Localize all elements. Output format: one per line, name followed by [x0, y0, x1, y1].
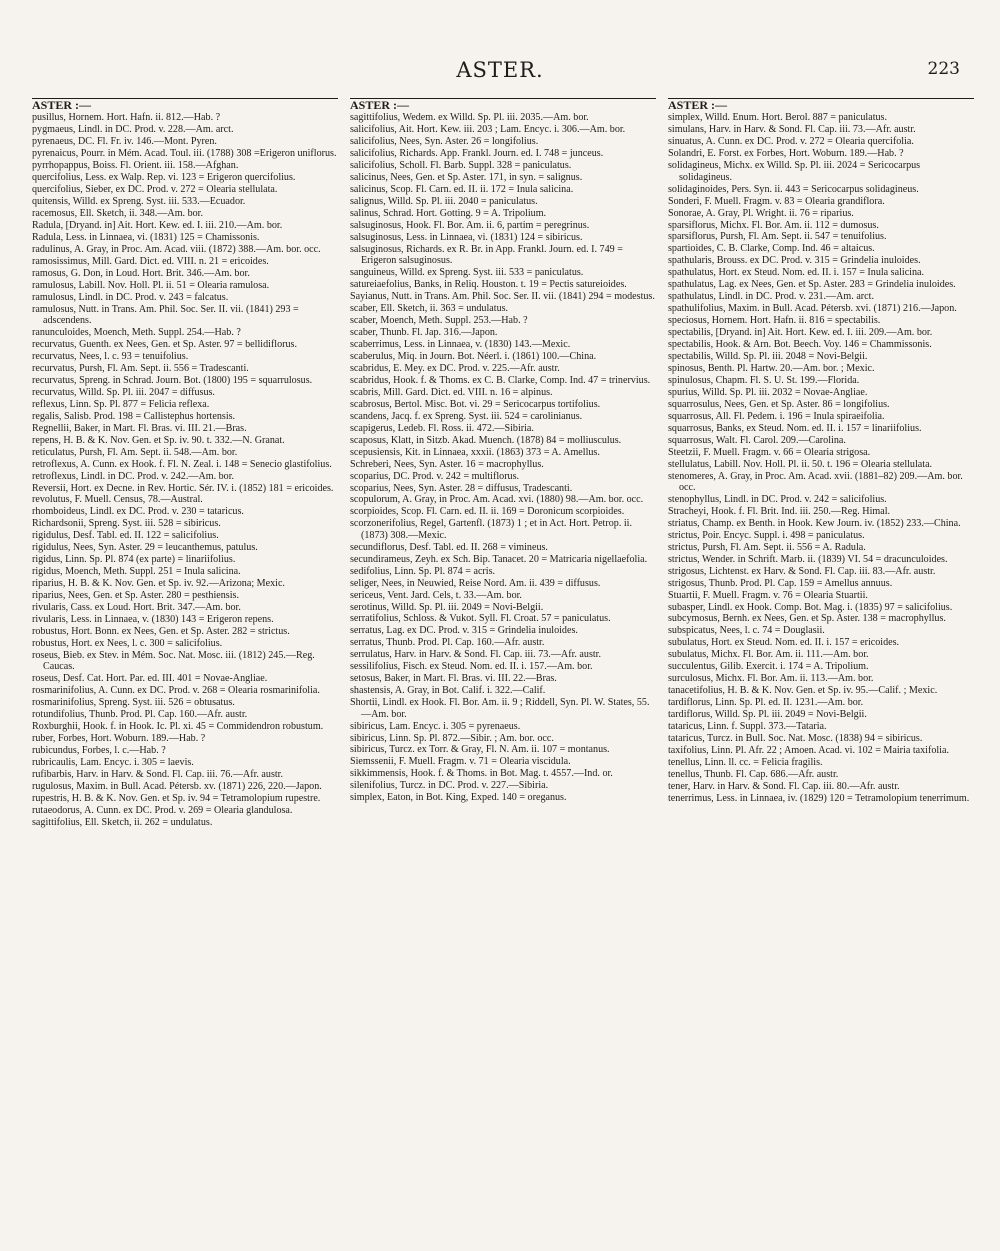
index-entry: stenophyllus, Lindl. in DC. Prod. v. 242 = salicifolius.: [668, 493, 887, 505]
index-entry: Reversii, Hort. ex Decne. in Rev. Hortic. Sér. IV. i. (1852) 181 = ericoides.: [32, 482, 334, 494]
index-entry: silenifolius, Turcz. in DC. Prod. v. 227.—Sibiria.: [350, 780, 549, 792]
index-entry: rigidulus, Desf. Tabl. ed. II. 122 = salicifolius.: [32, 530, 219, 542]
index-entry: spathulatus, Lindl. in DC. Prod. v. 231.—Am. arct.: [668, 291, 874, 303]
index-entry: retroflexus, Lindl. in DC. Prod. v. 242.—Am. bor.: [32, 470, 235, 482]
index-entry: rosmarinifolius, Spreng. Syst. iii. 526 = obtusatus.: [32, 697, 235, 709]
index-entry: scaber, Moench, Meth. Suppl. 253.—Hab. ?: [350, 315, 528, 327]
index-entry: spectabilis, [Dryand. in] Ait. Hort. Kew. ed. I. iii. 209.—Am. bor.: [668, 327, 933, 339]
index-entry: sikkimmensis, Hook. f. & Thoms. in Bot. Mag. t. 4557.—Ind. or.: [350, 768, 613, 780]
index-entry: Schreberi, Nees, Syn. Aster. 16 = macrophyllus.: [350, 458, 544, 470]
index-entry: solidagineus, Michx. ex Willd. Sp. Pl. iii. 2024 = Sericocarpus solidagineus.: [668, 160, 921, 183]
index-entry: robustus, Hort. ex Nees, l. c. 300 = salicifolius.: [32, 637, 223, 649]
index-entry: scaber, Thunb. Fl. Jap. 316.—Japon.: [350, 327, 498, 339]
index-entry: subulatus, Michx. Fl. Bor. Am. ii. 111.—Am. bor.: [668, 649, 869, 661]
index-entry: secundiflorus, Desf. Tabl. ed. II. 268 = vimineus.: [350, 541, 548, 553]
index-entry: pyrenaicus, Pourr. in Mém. Acad. Toul. iii. (1788) 308 =Erigeron uniflorus.: [32, 148, 337, 160]
index-entry: pygmaeus, Lindl. in DC. Prod. v. 228.—Am. arct.: [32, 124, 234, 136]
index-entry: ramulosus, Lindl. in DC. Prod. v. 243 = falcatus.: [32, 291, 229, 303]
index-entry: rufibarbis, Harv. in Harv. & Sond. Fl. Cap. iii. 76.—Afr. austr.: [32, 768, 284, 780]
index-entry: setosus, Baker, in Mart. Fl. Bras. vi. III. 22.—Bras.: [350, 673, 557, 685]
index-entry: quitensis, Willd. ex Spreng. Syst. iii. 533.—Ecuador.: [32, 196, 246, 208]
index-entry: seliger, Nees, in Neuwied, Reise Nord. Am. ii. 439 = diffusus.: [350, 577, 601, 589]
index-entry: ramulosus, Labill. Nov. Holl. Pl. ii. 51 = Olearia ramulosa.: [32, 279, 270, 291]
index-entry: scorzonerifolius, Regel, Gartenfl. (1873) 1 ; et in Act. Hort. Petrop. ii. (1873) 308.—Mexic.: [350, 518, 632, 541]
index-entry: strictus, Poir. Encyc. Suppl. i. 498 = paniculatus.: [668, 529, 865, 541]
index-entry: recurvatus, Pursh, Fl. Am. Sept. ii. 556 = Tradescanti.: [32, 362, 249, 374]
index-entry: recurvatus, Spreng. in Schrad. Journ. Bot. (1800) 195 = squarrulosus.: [32, 374, 313, 386]
index-entry: reflexus, Linn. Sp. Pl. 877 = Felicia reflexa.: [32, 398, 210, 410]
index-entry: tardiflorus, Willd. Sp. Pl. iii. 2049 = Novi-Belgii.: [668, 709, 867, 721]
index-entry: scorpioides, Scop. Fl. Carn. ed. II. ii. 169 = Doronicum scorpioides.: [350, 506, 625, 518]
index-entry: tardiflorus, Linn. Sp. Pl. ed. II. 1231.—Am. bor.: [668, 697, 864, 709]
index-entry: rubicundus, Forbes, l. c.—Hab. ?: [32, 744, 166, 756]
index-entry: salicifolius, Richards. App. Frankl. Journ. ed. I. 748 = junceus.: [350, 148, 604, 160]
index-entry: strictus, Wender. in Schrift. Marb. ii. (1839) VI. 54 = dracunculoides.: [668, 553, 948, 565]
index-entry: scabris, Mill. Gard. Dict. ed. VIII. n. 16 = alpinus.: [350, 386, 553, 398]
index-entry: spathularis, Brouss. ex DC. Prod. v. 315 = Grindelia inuloides.: [668, 255, 921, 267]
index-entry: Richardsonii, Spreng. Syst. iii. 528 = sibiricus.: [32, 518, 221, 530]
index-entry: salignus, Willd. Sp. Pl. iii. 2040 = paniculatus.: [350, 196, 538, 208]
index-entry: spinulosus, Chapm. Fl. S. U. St. 199.—Florida.: [668, 374, 860, 386]
index-entry: salicifolius, Ait. Hort. Kew. iii. 203 ; Lam. Encyc. i. 306.—Am. bor.: [350, 124, 626, 136]
index-entry: riparius, Nees, Gen. et Sp. Aster. 280 = pesthiensis.: [32, 590, 239, 602]
index-entry: rubricaulis, Lam. Encyc. i. 305 = laevis.: [32, 756, 194, 768]
index-entry: serratifolius, Schloss. & Vukot. Syll. Fl. Croat. 57 = paniculatus.: [350, 613, 611, 625]
index-entry: ranunculoides, Moench, Meth. Suppl. 254.—Hab. ?: [32, 327, 241, 339]
index-entry: ruber, Forbes, Hort. Woburn. 189.—Hab. ?: [32, 733, 206, 745]
index-entry: Solandri, E. Forst. ex Forbes, Hort. Woburn. 189.—Hab. ?: [668, 148, 904, 160]
index-entry: Sonorae, A. Gray, Pl. Wright. ii. 76 = riparius.: [668, 207, 854, 219]
running-title: ASTER.: [456, 58, 544, 82]
index-entry: sparsiflorus, Pursh, Fl. Am. Sept. ii. 547 = tenuifolius.: [668, 231, 887, 243]
index-entry: simplex, Willd. Enum. Hort. Berol. 887 = paniculatus.: [668, 112, 888, 124]
index-entry: salsuginosus, Richards. ex R. Br. in App. Frankl. Journ. ed. I. 749 = Erigeron salsuginosus.: [350, 243, 623, 267]
index-entry: regalis, Salisb. Prod. 198 = Callistephus hortensis.: [32, 410, 236, 422]
index-entry: spathulatus, Lag. ex Nees, Gen. et Sp. Aster. 283 = Grindelia inuloides.: [668, 279, 956, 291]
index-entry: tenellus, Linn. ll. cc. = Felicia fragilis.: [668, 756, 823, 768]
index-entry: ramosissimus, Mill. Gard. Dict. ed. VIII. n. 21 = ericoides.: [32, 255, 269, 267]
index-entry: scaberulus, Miq. in Journ. Bot. Néerl. i. (1861) 100.—China.: [350, 351, 597, 363]
index-entry: simulans, Harv. in Harv. & Sond. Fl. Cap. iii. 73.—Afr. austr.: [668, 124, 916, 136]
index-entry: Roxburghii, Hook. f. in Hook. Ic. Pl. xi. 45 = Commidendron robustum.: [32, 721, 324, 733]
index-entry: squarrosus, All. Fl. Pedem. i. 196 = Inula spiraeifolia.: [668, 410, 885, 422]
index-entry: stellulatus, Labill. Nov. Holl. Pl. ii. 50. t. 196 = Olearia stellulata.: [668, 458, 933, 470]
index-entry: salsuginosus, Hook. Fl. Bor. Am. ii. 6, partim = peregrinus.: [350, 220, 590, 232]
index-entry: Sonderi, F. Muell. Fragm. v. 83 = Olearia grandiflora.: [668, 195, 885, 207]
index-entry: shastensis, A. Gray, in Bot. Calif. i. 322.—Calif.: [350, 685, 546, 697]
index-entry: radulinus, A. Gray, in Proc. Am. Acad. viii. (1872) 388.—Am. bor. occ.: [32, 243, 321, 255]
index-entry: Stracheyi, Hook. f. Fl. Brit. Ind. iii. 250.—Reg. Himal.: [668, 505, 891, 517]
index-entry: reticulatus, Pursh, Fl. Am. Sept. ii. 548.—Am. bor.: [32, 446, 238, 458]
index-entry: Shortii, Lindl. ex Hook. Fl. Bor. Am. ii. 9 ; Riddell, Syn. Pl. W. States, 55.—Am. bor.: [350, 697, 650, 720]
column-heading: ASTER :—: [32, 98, 338, 111]
column-3: [668, 98, 974, 1238]
index-entry: spathulatus, Hort. ex Steud. Nom. ed. II. i. 157 = Inula salicina.: [668, 267, 925, 279]
index-entry: roseus, Desf. Cat. Hort. Par. ed. III. 401 = Novae-Angliae.: [32, 673, 268, 685]
index-entry: subulatus, Hort. ex Steud. Nom. ed. II. i. 157 = ericoides.: [668, 637, 900, 649]
index-entry: repens, H. B. & K. Nov. Gen. et Sp. iv. 90. t. 332.—N. Granat.: [32, 434, 285, 446]
index-entry: salsuginosus, Less. in Linnaea, vi. (1831) 124 = sibiricus.: [350, 231, 583, 243]
index-entry: tataricus, Turcz. in Bull. Soc. Nat. Mosc. (1838) 94 = sibiricus.: [668, 733, 923, 745]
column-2: [350, 98, 656, 1238]
index-entry: Stuartii, F. Muell. Fragm. v. 76 = Olearia Stuartii.: [668, 589, 868, 601]
index-entry: spectabilis, Willd. Sp. Pl. iii. 2048 = Novi-Belgii.: [668, 351, 868, 363]
index-entry: Steetzii, F. Muell. Fragm. v. 66 = Olearia strigosa.: [668, 446, 871, 458]
index-entry: Radula, [Dryand. in] Ait. Hort. Kew. ed. I. iii. 210.—Am. bor.: [32, 220, 283, 232]
index-entry: serotinus, Willd. Sp. Pl. iii. 2049 = Novi-Belgii.: [350, 601, 544, 613]
index-entry: riparius, H. B. & K. Nov. Gen. et Sp. iv. 92.—Arizona; Mexic.: [32, 578, 285, 590]
index-entry: scopulorum, A. Gray, in Proc. Am. Acad. xvi. (1880) 98.—Am. bor. occ.: [350, 494, 644, 506]
index-entry: succulentus, Gilib. Exercit. i. 174 = A. Tripolium.: [668, 661, 869, 673]
index-entry: sinuatus, A. Cunn. ex DC. Prod. v. 272 = Olearia quercifolia.: [668, 136, 914, 148]
index-entry: quercifolius, Sieber, ex DC. Prod. v. 272 = Olearia stellulata.: [32, 184, 278, 196]
index-entry: scapigerus, Ledeb. Fl. Ross. ii. 472.—Sibiria.: [350, 422, 534, 434]
index-entry: subspicatus, Nees, l. c. 74 = Douglasii.: [668, 625, 825, 637]
index-entry: robustus, Hort. Bonn. ex Nees, Gen. et Sp. Aster. 282 = strictus.: [32, 625, 290, 637]
index-entry: sparsiflorus, Michx. Fl. Bor. Am. ii. 112 = dumosus.: [668, 219, 879, 231]
index-entry: rigidulus, Nees, Syn. Aster. 29 = leucanthemus, patulus.: [32, 542, 258, 554]
index-entry: pusillus, Hornem. Hort. Hafn. ii. 812.—Hab. ?: [32, 112, 221, 124]
index-entry: tanacetifolius, H. B. & K. Nov. Gen. et Sp. iv. 95.—Calif. ; Mexic.: [668, 685, 938, 697]
index-entry: sericeus, Vent. Jard. Cels, t. 33.—Am. bor.: [350, 589, 522, 601]
index-entry: scabridus, Hook. f. & Thoms. ex C. B. Clarke, Comp. Ind. 47 = trinervius.: [350, 374, 651, 386]
index-entry: strictus, Pursh, Fl. Am. Sept. ii. 556 = A. Radula.: [668, 541, 866, 553]
index-entry: sagittifolius, Wedem. ex Willd. Sp. Pl. iii. 2035.—Am. bor.: [350, 112, 589, 124]
index-entry: retroflexus, A. Cunn. ex Hook. f. Fl. N. Zeal. i. 148 = Senecio glastifolius.: [32, 458, 332, 470]
index-entry: simplex, Eaton, in Bot. King, Exped. 140 = oreganus.: [350, 792, 567, 804]
index-entry: sessilifolius, Fisch. ex Steud. Nom. ed. II. i. 157.—Am. bor.: [350, 661, 593, 673]
column-heading: ASTER :—: [350, 98, 656, 111]
index-entry: rupestris, H. B. & K. Nov. Gen. et Sp. iv. 94 = Tetramolopium rupestre.: [32, 792, 321, 804]
index-entry: salicifolius, Scholl. Fl. Barb. Suppl. 328 = paniculatus.: [350, 160, 572, 172]
index-entry: secundirameus, Zeyh. ex Sch. Bip. Tanacet. 20 = Matricaria nigellaefolia.: [350, 553, 648, 565]
index-entry: surculosus, Michx. Fl. Bor. Am. ii. 113.—Am. bor.: [668, 673, 874, 685]
index-entry: squarrosulus, Nees, Gen. et Sp. Aster. 86 = longifolius.: [668, 398, 890, 410]
index-entry: ramosus, G. Don, in Loud. Hort. Brit. 346.—Am. bor.: [32, 267, 250, 279]
index-entry: rivularis, Cass. ex Loud. Hort. Brit. 347.—Am. bor.: [32, 602, 241, 614]
index-entry: rugulosus, Maxim. in Bull. Acad. Pétersb. xv. (1871) 226, 220.—Japon.: [32, 780, 322, 792]
index-entry: stenomeres, A. Gray, in Proc. Am. Acad. xvii. (1881–82) 209.—Am. bor. occ.: [668, 470, 963, 493]
index-entry: recurvatus, Nees, l. c. 93 = tenuifolius.: [32, 351, 189, 363]
index-entry: spectabilis, Hook. & Arn. Bot. Beech. Voy. 146 = Chammissonis.: [668, 339, 932, 351]
index-entry: recurvatus, Willd. Sp. Pl. iii. 2047 = diffusus.: [32, 386, 215, 398]
index-entry: scoparius, DC. Prod. v. 242 = multiflorus.: [350, 470, 520, 482]
index-entry: strigosus, Thunb. Prod. Pl. Cap. 159 = Amellus annuus.: [668, 577, 893, 589]
index-entry: tenellus, Thunb. Fl. Cap. 686.—Afr. austr.: [668, 768, 839, 780]
index-entry: pyrenaeus, DC. Fl. Fr. iv. 146.—Mont. Pyren.: [32, 136, 217, 148]
index-entry: serrulatus, Harv. in Harv. & Sond. Fl. Cap. iii. 73.—Afr. austr.: [350, 649, 602, 661]
column-1: [32, 98, 338, 1238]
index-entry: spinosus, Benth. Pl. Hartw. 20.—Am. bor. ; Mexic.: [668, 362, 875, 374]
index-entry: tener, Harv. in Harv. & Sond. Fl. Cap. iii. 80.—Afr. austr.: [668, 780, 900, 792]
index-entry: spurius, Willd. Sp. Pl. iii. 2032 = Novae-Angliae.: [668, 386, 868, 398]
index-entry: salicifolius, Nees, Syn. Aster. 26 = longifolius.: [350, 136, 539, 148]
index-entry: salicinus, Scop. Fl. Carn. ed. II. ii. 172 = Inula salicina.: [350, 184, 574, 196]
index-entry: sagittifolius, Ell. Sketch, ii. 262 = undulatus.: [32, 816, 213, 828]
index-entry: striatus, Champ. ex Benth. in Hook. Kew Journ. iv. (1852) 233.—China.: [668, 517, 961, 529]
index-entry: serratus, Thunb. Prod. Pl. Cap. 160.—Afr. austr.: [350, 637, 545, 649]
index-entry: roseus, Bieb. ex Stev. in Mém. Soc. Nat. Mosc. iii. (1812) 245.—Reg. Caucas.: [32, 649, 315, 673]
index-entry: squarrosus, Walt. Fl. Carol. 209.—Carolina.: [668, 434, 846, 446]
index-entry: sibiricus, Lam. Encyc. i. 305 = pyrenaeus.: [350, 720, 521, 732]
index-entry: scepusiensis, Kit. in Linnaea, xxxii. (1863) 373 = A. Amellus.: [350, 446, 600, 458]
index-entry: pyrrhopappus, Boiss. Fl. Orient. iii. 158.—Afghan.: [32, 160, 239, 172]
index-entry: taxifolius, Linn. Pl. Afr. 22 ; Amoen. Acad. vi. 102 = Mairia taxifolia.: [668, 744, 949, 756]
index-entry: satureiaefolius, Banks, in Reliq. Houston. t. 19 = Pectis satureioides.: [350, 279, 627, 291]
index-entry: quercifolius, Less. ex Walp. Rep. vi. 123 = Erigeron quercifolius.: [32, 172, 296, 184]
page-number: 223: [927, 59, 960, 79]
index-entry: scandens, Jacq. f. ex Spreng. Syst. iii. 524 = carolinianus.: [350, 410, 583, 422]
index-entry: tataricus, Linn. f. Suppl. 373.—Tataria.: [668, 721, 827, 733]
index-entry: scoparius, Nees, Syn. Aster. 28 = diffusus, Tradescanti.: [350, 482, 573, 494]
index-entry: scabridus, E. Mey. ex DC. Prod. v. 225.—Afr. austr.: [350, 362, 560, 374]
index-entry: racemosus, Ell. Sketch, ii. 348.—Am. bor.: [32, 208, 204, 220]
index-entry: Radula, Less. in Linnaea, vi. (1831) 125 = Chamissonis.: [32, 231, 260, 243]
index-entry: Regnellii, Baker, in Mart. Fl. Bras. vi. III. 21.—Bras.: [32, 422, 247, 434]
index-entry: rhomboideus, Lindl. ex DC. Prod. v. 230 = tataricus.: [32, 506, 244, 518]
page-header: [30, 52, 970, 88]
index-entry: sibiricus, Linn. Sp. Pl. 872.—Sibir. ; Am. bor. occ.: [350, 732, 554, 744]
column-heading: ASTER :—: [668, 98, 974, 111]
index-entry: revolutus, F. Muell. Census, 78.—Austral.: [32, 494, 203, 506]
index-columns: [32, 98, 976, 1238]
index-entry: recurvatus, Guenth. ex Nees, Gen. et Sp. Aster. 97 = bellidiflorus.: [32, 339, 297, 351]
index-entry: salicinus, Nees, Gen. et Sp. Aster. 171, in syn. = salignus.: [350, 172, 583, 184]
index-entry: subcymosus, Bernh. ex Nees, Gen. et Sp. Aster. 138 = macrophyllus.: [668, 613, 946, 625]
index-entry: rosmarinifolius, A. Cunn. ex DC. Prod. v. 268 = Olearia rosmarinifolia.: [32, 685, 320, 697]
index-entry: serratus, Lag. ex DC. Prod. v. 315 = Grindelia inuloides.: [350, 625, 578, 637]
index-entry: scaberrimus, Less. in Linnaea, v. (1830) 143.—Mexic.: [350, 339, 571, 351]
index-entry: spartioides, C. B. Clarke, Comp. Ind. 46 = altaicus.: [668, 243, 875, 255]
index-entry: tenerrimus, Less. in Linnaea, iv. (1829) 120 = Tetramolopium tenerrimum.: [668, 792, 970, 804]
index-entry: rotundifolius, Thunb. Prod. Pl. Cap. 160.—Afr. austr.: [32, 709, 248, 721]
index-entry: solidaginoides, Pers. Syn. ii. 443 = Sericocarpus solidagineus.: [668, 183, 919, 195]
index-entry: rigidus, Linn. Sp. Pl. 874 (ex parte) = linariifolius.: [32, 554, 236, 566]
index-entry: ramulosus, Nutt. in Trans. Am. Phil. Soc. Ser. II. vii. (1841) 293 = adscendens.: [32, 303, 299, 327]
index-entry: Siemssenii, F. Muell. Fragm. v. 71 = Olearia viscidula.: [350, 756, 571, 768]
index-entry: rutaeodorus, A. Cunn. ex DC. Prod. v. 269 = Olearia glandulosa.: [32, 804, 293, 816]
index-entry: salinus, Schrad. Hort. Gotting. 9 = A. Tripolium.: [350, 208, 547, 220]
index-entry: Sayianus, Nutt. in Trans. Am. Phil. Soc. Ser. II. vii. (1841) 294 = modestus.: [350, 291, 655, 303]
index-entry: squarrosus, Banks, ex Steud. Nom. ed. II. i. 157 = linariifolius.: [668, 422, 922, 434]
index-entry: sedifolius, Linn. Sp. Pl. 874 = acris.: [350, 565, 496, 577]
index-entry: scaposus, Klatt, in Sitzb. Akad. Muench. (1878) 84 = molliusculus.: [350, 434, 622, 446]
index-entry: scaber, Ell. Sketch, ii. 363 = undulatus.: [350, 303, 509, 315]
index-entry: sanguineus, Willd. ex Spreng. Syst. iii. 533 = paniculatus.: [350, 267, 584, 279]
index-entry: rigidus, Moench, Meth. Suppl. 251 = Inula salicina.: [32, 566, 241, 578]
index-entry: strigosus, Lichtenst. ex Harv. & Sond. Fl. Cap. iii. 83.—Afr. austr.: [668, 565, 936, 577]
index-entry: scabrosus, Bertol. Misc. Bot. vi. 29 = Sericocarpus tortifolius.: [350, 398, 601, 410]
index-entry: subasper, Lindl. ex Hook. Comp. Bot. Mag. i. (1835) 97 = salicifolius.: [668, 601, 953, 613]
index-entry: rivularis, Less. in Linnaea, v. (1830) 143 = Erigeron repens.: [32, 613, 274, 625]
index-entry: speciosus, Hornem. Hort. Hafn. ii. 816 = spectabilis.: [668, 315, 881, 327]
index-entry: spathulifolius, Maxim. in Bull. Acad. Pétersb. xvi. (1871) 216.—Japon.: [668, 303, 957, 315]
index-entry: sibiricus, Turcz. ex Torr. & Gray, Fl. N. Am. ii. 107 = montanus.: [350, 744, 610, 756]
